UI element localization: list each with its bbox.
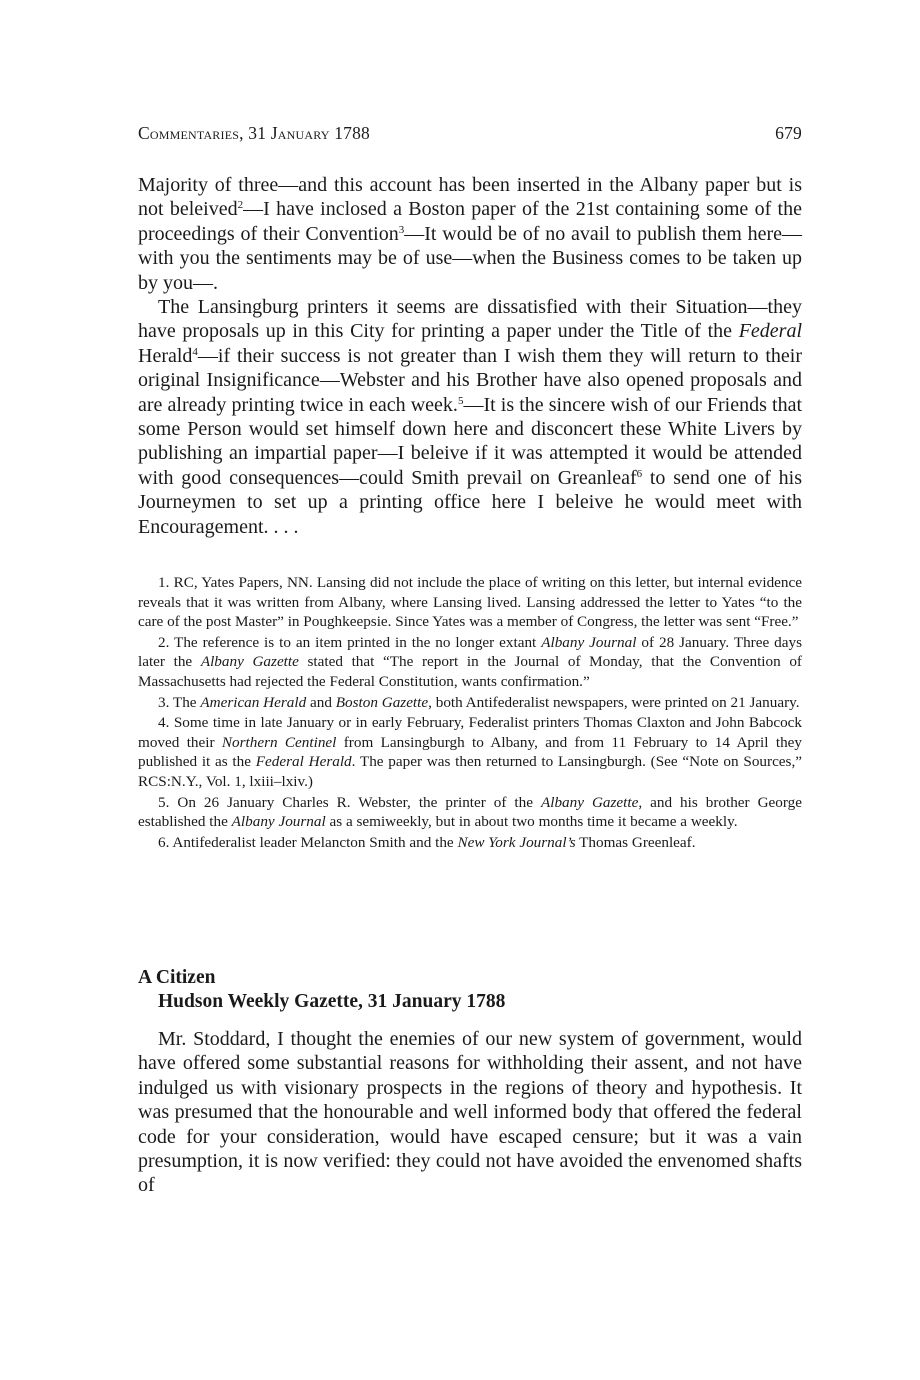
text-run: 2. The reference is to an item printed in the no longer extant <box>158 633 542 651</box>
letter-paragraph-1 <box>138 173 802 295</box>
text-run: 4. Some time in late January or in early February, Federalist printers Thomas Claxton and John Babcock moved their <box>138 714 802 751</box>
text-run: of 28 January. Three days later the <box>138 633 803 671</box>
section-body <box>138 1027 802 1198</box>
section-title: A Citizen <box>138 967 216 988</box>
italic-run: Boston Gazette <box>335 693 429 711</box>
text-run: —if their success is not greater than I wish them they will return to their original Insignificance—Webster and his Brother have also opened proposals and are already printing twice in each week. <box>138 344 802 416</box>
text-run: to send one of his Journeymen to set up a printing office here I beleive he would meet with Encouragement. . . . <box>138 466 802 538</box>
footnote-2 <box>138 633 802 692</box>
text-run: and <box>306 693 336 711</box>
running-head-title: Commentaries, 31 January 1788 <box>138 123 370 143</box>
italic-run: Albany Journal <box>231 813 326 831</box>
footnote-ref-6: 6 <box>636 467 643 480</box>
letter-text <box>138 173 802 539</box>
footnote-6 <box>138 833 802 853</box>
text-run: The Lansingburg printers it seems are dissatisfied with their Situation—they have proposals up in this City for printing a paper under the Title of the <box>138 296 802 343</box>
text-run: Thomas Greenleaf. <box>575 833 696 851</box>
italic-run: Albany Gazette <box>540 793 639 811</box>
text-run: Majority of three—and this account has been inserted in the Albany paper but is not beleived <box>138 174 802 221</box>
text-run: , and his brother George established the <box>138 793 802 831</box>
text-run: 6. Antifederalist leader Melancton Smith and the <box>158 833 458 851</box>
text-run: as a semiweekly, but in about two months time it became a weekly. <box>325 813 738 831</box>
italic-run: American Herald <box>200 693 307 711</box>
text-run: 1. RC, Yates Papers, NN. Lansing did not include the place of writing on this letter, but internal evidence reveals that it was written from Albany, where Lansing lived. Lansing addressed the letter to Yates “to the care of the post Master” in Poughkeepsie. Since Yates was a member of Congress, the letter was sent “Free.” <box>138 574 802 631</box>
running-head <box>138 123 802 149</box>
text-run: stated that “The report in the Journal of Monday, that the Convention of Massachusetts had rejected the Federal Constitution, wants confirmation.” <box>138 653 802 690</box>
text-run: —It would be of no avail to publish them here—with you the sentiments may be of use—when the Business comes to be taken up by you—. <box>138 222 802 294</box>
text-run: from Lansingburgh to Albany, and from 11 February to 14 April they published it as the <box>138 733 802 771</box>
italic-run: Federal <box>738 320 802 343</box>
letter-paragraph-2 <box>138 295 802 539</box>
section-subtitle: Hudson Weekly Gazette, 31 January 1788 <box>158 991 506 1012</box>
footnote-3 <box>138 693 802 713</box>
text-run: 5. On 26 January Charles R. Webster, the printer of the <box>158 793 541 811</box>
italic-run: Federal Herald <box>255 753 352 771</box>
footnote-ref-3: 3 <box>398 223 405 236</box>
text-run: Herald <box>138 344 193 367</box>
section-heading <box>138 966 802 1014</box>
text-run: —I have inclosed a Boston paper of the 21st containing some of the proceedings of their Convention <box>138 198 802 245</box>
footnote-ref-5: 5 <box>457 394 464 407</box>
section-paragraph: Mr. Stoddard, I thought the enemies of our new system of government, would have offered some substantial reasons for withholding their assent, and not have indulged us with visionary prospects in the regions of theory and hypothesis. It was presumed that the honourable and well informed body that offered the federal code for your consideration, would have escaped censure; but it was a vain presumption, it is now verified: they could not have avoided the envenomed shafts of <box>138 1028 802 1197</box>
footnote-ref-2: 2 <box>237 199 244 212</box>
footnote-4 <box>138 713 802 791</box>
footnote-ref-4: 4 <box>192 345 198 358</box>
text-run: , both Antifederalist newspapers, were printed on 21 January. <box>428 693 800 711</box>
text-run: . The paper was then returned to Lansingburgh. (See “Note on Sources,” RCS:N.Y., Vol. 1, lxiii–lxiv.) <box>138 753 803 790</box>
text-run: —It is the sincere wish of our Friends that some Person would set himself down here and disconcert these White Livers by publishing an impartial paper—I beleive if it was attempted it would be attended with good consequences—could Smith prevail on Greanleaf <box>138 393 803 489</box>
footnote-5 <box>138 793 802 832</box>
footnote-1 <box>138 573 802 632</box>
page-number: 679 <box>775 123 802 143</box>
italic-run: Albany Gazette <box>200 653 299 671</box>
italic-run: Albany Journal <box>541 633 637 651</box>
italic-run: New York Journal’s <box>457 833 576 851</box>
italic-run: Northern Centinel <box>221 733 337 751</box>
text-run: 3. The <box>158 693 201 711</box>
footnotes <box>138 573 802 852</box>
